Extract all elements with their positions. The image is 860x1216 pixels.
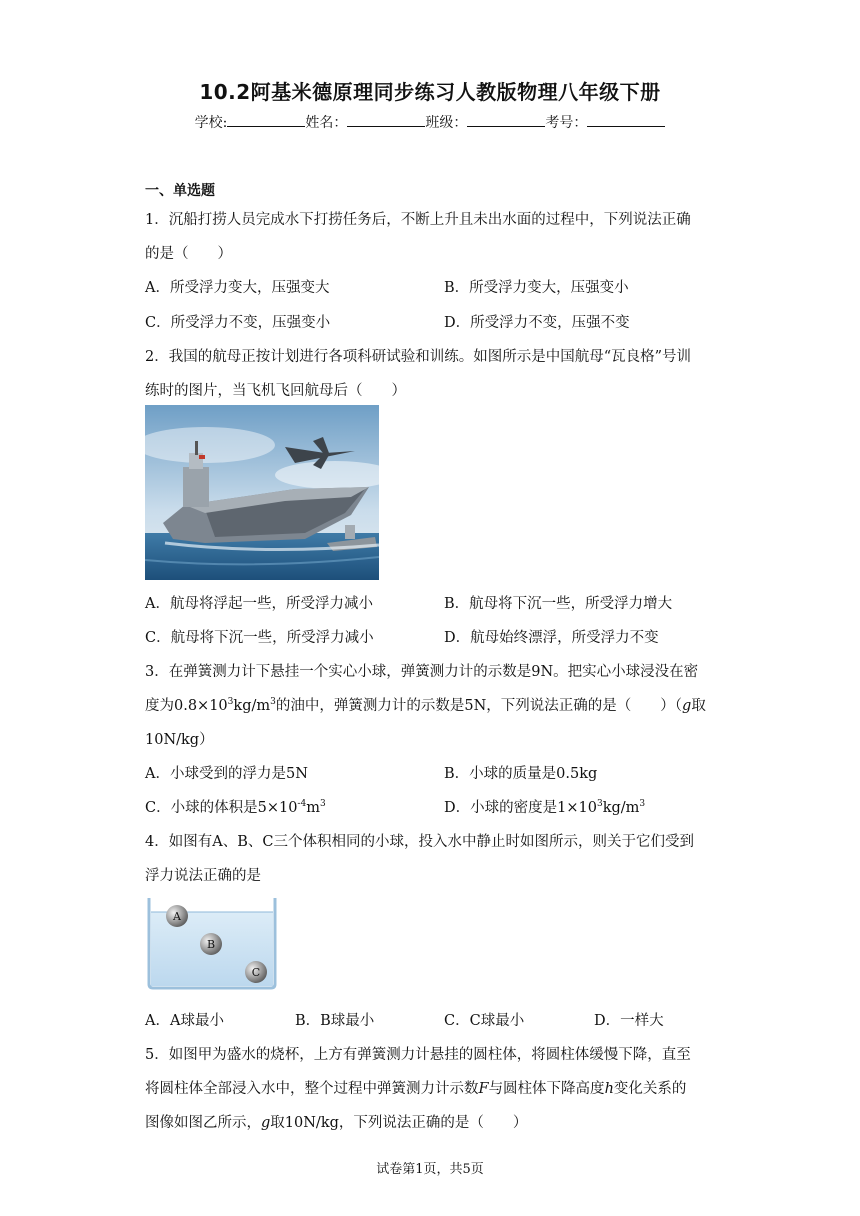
class-blank bbox=[467, 112, 545, 127]
aircraft-carrier-photo bbox=[145, 405, 379, 580]
q5-line2-f: F bbox=[478, 1081, 489, 1097]
q2-option-a: A．航母将浮起一些，所受浮力减小 bbox=[145, 596, 373, 612]
q2-option-d: D．航母始终漂浮，所受浮力不变 bbox=[444, 630, 659, 646]
q3-line2-text-d: 取 bbox=[691, 698, 706, 714]
q3-option-b: B．小球的质量是0.5kg bbox=[444, 766, 598, 782]
q5-line1: 5．如图甲为盛水的烧杯，上方有弹簧测力计悬挂的圆柱体，将圆柱体缓慢下降，直至 bbox=[145, 1047, 691, 1063]
student-info-line bbox=[0, 112, 860, 132]
q5-line3-text-a: 图像如图乙所示， bbox=[145, 1115, 261, 1131]
q5-line2 bbox=[145, 1077, 686, 1098]
name-blank bbox=[347, 112, 425, 127]
q3-option-d-sup: 3 bbox=[596, 799, 603, 810]
q5-line3 bbox=[145, 1111, 527, 1132]
q5-line3-g: g bbox=[261, 1115, 271, 1131]
q3-line2-text-b: kg/m bbox=[233, 698, 271, 714]
q3-line2 bbox=[145, 694, 706, 715]
q1-line1: 1．沉船打捞人员完成水下打捞任务后，不断上升且未出水面的过程中，下列说法正确 bbox=[145, 212, 691, 228]
q1-option-c: C．所受浮力不变，压强变小 bbox=[145, 315, 331, 331]
q4-line2: 浮力说法正确的是 bbox=[145, 868, 261, 884]
q5-line2-text-b: 与圆柱体下降高度 bbox=[488, 1081, 605, 1097]
section-heading: 一、单选题 bbox=[145, 183, 215, 199]
school-blank bbox=[227, 112, 305, 127]
q2-option-b: B．航母将下沉一些，所受浮力增大 bbox=[444, 596, 673, 612]
q3-line1: 3．在弹簧测力计下悬挂一个实心小球，弹簧测力计的示数是9N。把实心小球浸没在密 bbox=[145, 664, 699, 680]
q2-option-c: C．航母将下沉一些，所受浮力减小 bbox=[145, 630, 374, 646]
q4-option-d: D．一样大 bbox=[594, 1013, 664, 1029]
q3-line2-sup2: 3 bbox=[270, 697, 276, 708]
exam-number-blank bbox=[587, 112, 665, 127]
q4-option-b: B．B球最小 bbox=[295, 1013, 375, 1029]
q4-option-a: A．A球最小 bbox=[145, 1013, 224, 1029]
q1-option-a: A．所受浮力变大，压强变大 bbox=[145, 280, 330, 296]
class-label: 班级： bbox=[425, 115, 468, 131]
beaker-diagram bbox=[145, 898, 279, 990]
q3-option-c-sup2: 3 bbox=[319, 799, 326, 810]
ball-b-label: B bbox=[206, 938, 216, 951]
q3-line2-text-c: 的油中，弹簧测力计的示数是5N，下列说法正确的是（ ）（ bbox=[275, 698, 683, 714]
school-label: 学校: bbox=[194, 115, 228, 131]
exam-number-label: 考号： bbox=[545, 115, 588, 131]
q3-option-d-text-a: D．小球的密度是1×10 bbox=[444, 800, 597, 816]
q1-option-d: D．所受浮力不变，压强不变 bbox=[444, 315, 630, 331]
q4-option-c: C．C球最小 bbox=[444, 1013, 525, 1029]
ball-a-label: A bbox=[173, 910, 181, 923]
q1-option-b: B．所受浮力变大，压强变小 bbox=[444, 280, 629, 296]
q5-line2-text-c: 变化关系的 bbox=[613, 1081, 687, 1097]
q3-option-d-sup2: 3 bbox=[639, 799, 646, 810]
q3-line2-g: g bbox=[682, 698, 692, 714]
q3-option-d-text-b: kg/m bbox=[602, 800, 640, 816]
q5-line3-text-b: 取10N/kg，下列说法正确的是（ ） bbox=[270, 1115, 528, 1131]
q1-line2: 的是（ ） bbox=[145, 246, 232, 262]
q3-option-c-sup: -4 bbox=[297, 799, 307, 810]
q5-line2-text-a: 将圆柱体全部浸入水中，整个过程中弹簧测力计示数 bbox=[145, 1081, 479, 1097]
q3-option-c-text-b: m bbox=[306, 800, 320, 816]
page-footer: 试卷第1页，共5页 bbox=[376, 1162, 484, 1177]
q5-line2-h: h bbox=[604, 1081, 614, 1097]
q3-line2-text-a: 度为0.8×10 bbox=[145, 698, 228, 714]
q3-option-a: A．小球受到的浮力是5N bbox=[145, 766, 308, 782]
q3-line3: 10N/kg） bbox=[145, 732, 214, 748]
q2-line1: 2．我国的航母正按计划进行各项科研试验和训练。如图所示是中国航母“瓦良格”号训 bbox=[145, 349, 692, 365]
page-title: 10.2阿基米德原理同步练习人教版物理八年级下册 bbox=[199, 80, 661, 104]
q3-line2-sup: 3 bbox=[227, 697, 234, 708]
q3-option-c-text-a: C．小球的体积是5×10 bbox=[145, 800, 298, 816]
q3-option-d bbox=[444, 796, 645, 817]
ball-c-label: C bbox=[251, 966, 261, 979]
q4-line1: 4．如图有A、B、C三个体积相同的小球，投入水中静止时如图所示，则关于它们受到 bbox=[145, 834, 694, 850]
q3-option-c bbox=[145, 796, 326, 817]
q2-line2: 练时的图片，当飞机飞回航母后（ ） bbox=[145, 383, 406, 399]
name-label: 姓名： bbox=[305, 115, 348, 131]
